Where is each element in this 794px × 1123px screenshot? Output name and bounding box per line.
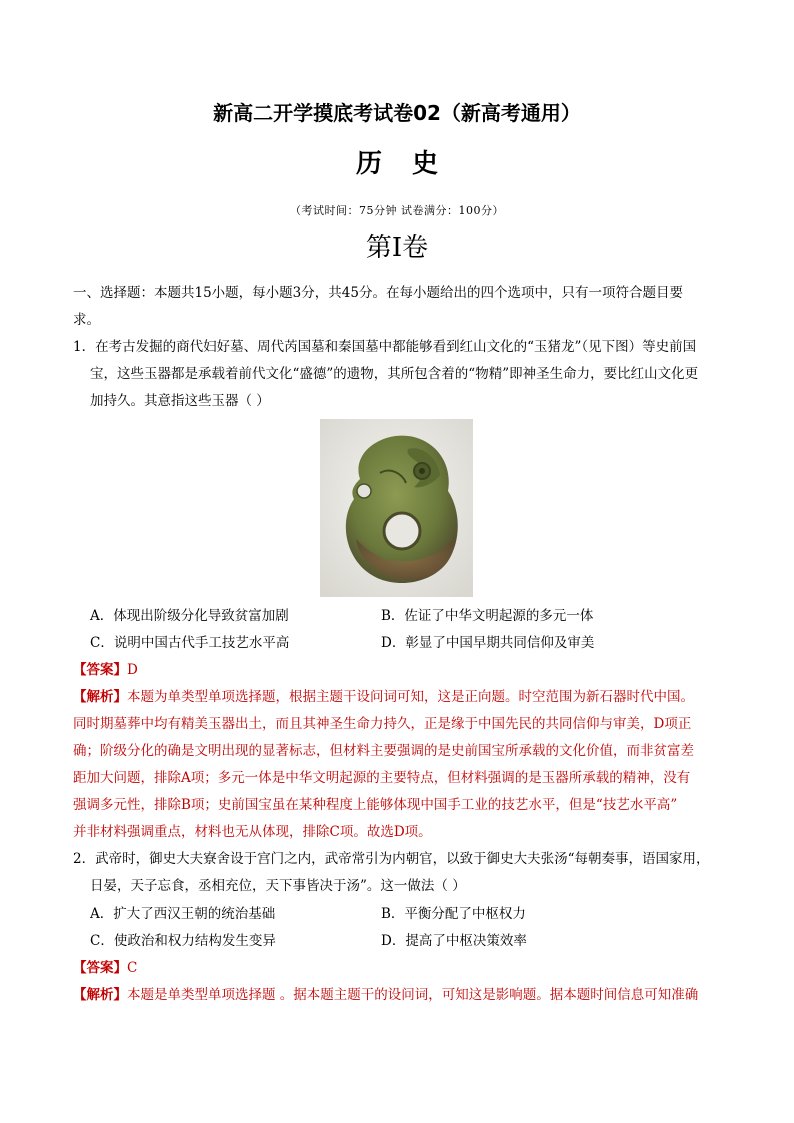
q2-option-d: D．提高了中枢决策效率 — [381, 933, 527, 949]
q1-stem-line-2: 宝，这些玉器都是承载着前代文化“盛德”的遗物，其所包含着的“物精”即神圣生命力，要比红山文化更 — [90, 366, 699, 382]
q1-analysis-line-4: 距加大问题，排除A项；多元一体是中华文明起源的主要特点，但材料强调的是玉器所承载的精神，没有 — [73, 770, 691, 786]
q2-answer-label: 【答案】 — [73, 960, 127, 976]
q2-stem-line-1: 2．武帝时，御史大夫寮舍设于宫门之内，武帝常引为内朝官，以致于御史大夫张汤“每朝奏事，语国家用， — [73, 851, 710, 867]
q1-answer-label: 【答案】 — [73, 662, 127, 678]
exam-time-info: （考试时间：75分钟 试卷满分：100分） — [290, 204, 504, 217]
q1-stem-line-3: 加持久。其意指这些玉器（ ） — [90, 393, 270, 409]
q1-option-b: B．佐证了中华文明起源的多元一体 — [381, 608, 594, 624]
q2-analysis-label: 【解析】 — [73, 987, 127, 1003]
subject-title: 历史 — [355, 149, 468, 179]
q1-analysis-line-2: 同时期墓葬中均有精美玉器出土，而且其神圣生命力持久，正是缘于中国先民的共同信仰与审美，D项正 — [73, 716, 692, 732]
q2-analysis-line-1 — [73, 982, 698, 1009]
q1-analysis-label: 【解析】 — [73, 689, 127, 705]
q2-answer-value: C — [127, 960, 138, 976]
q1-answer — [73, 657, 138, 684]
q1-analysis-line-3: 确；阶级分化的确是文明出现的显著标志，但材料主要强调的是史前国宝所承载的文化价值，而非贫富差 — [73, 743, 694, 759]
section-intro-line-1: 一、选择题：本题共15小题，每小题3分，共45分。在每小题给出的四个选项中，只有一项符合题目要 — [73, 285, 683, 301]
q2-option-b: B．平衡分配了中枢权力 — [381, 906, 526, 922]
q2-option-a: A．扩大了西汉王朝的统治基础 — [90, 906, 276, 922]
q2-option-c: C．使政治和权力结构发生变异 — [90, 933, 276, 949]
q1-analysis-line-5: 强调多元性，排除B项；史前国宝虽在某种程度上能够体现中国手工业的技艺水平，但是“技艺水平高” — [73, 797, 678, 813]
q1-option-d: D．彰显了中国早期共同信仰及审美 — [381, 635, 595, 651]
volume-heading: 第Ⅰ卷 — [365, 233, 429, 263]
jade-pig-dragon-image — [320, 419, 473, 597]
q2-stem-line-2: 日晏，天子忘食，丞相充位，天下事皆决于汤”。这一做法（ ） — [90, 878, 466, 894]
q1-option-c: C．说明中国古代手工技艺水平高 — [90, 635, 290, 651]
q1-answer-value: D — [127, 662, 138, 678]
page-title: 新高二开学摸底考试卷02（新高考通用） — [213, 101, 581, 125]
q2-answer — [73, 955, 137, 982]
q2-analysis-text-1: 本题是单类型单项选择题 。据本题主题干的设问词，可知这是影响题。据本题时间信息可知准确 — [127, 987, 699, 1003]
q1-stem-line-1: 1．在考古发掘的商代妇好墓、周代芮国墓和秦国墓中都能够看到红山文化的“玉猪龙”（见下图）等史前国 — [73, 339, 697, 355]
q1-analysis-text-1: 本题为单类型单项选择题，根据主题干设问词可知，这是正向题。时空范围为新石器时代中国。 — [127, 689, 694, 705]
section-intro-line-2: 求。 — [73, 312, 100, 328]
q1-analysis-line-6: 并非材料强调重点，材料也无从体现，排除C项。故选D项。 — [73, 824, 432, 840]
q1-analysis-line-1 — [73, 684, 694, 711]
q1-option-a: A．体现出阶级分化导致贫富加剧 — [90, 608, 289, 624]
